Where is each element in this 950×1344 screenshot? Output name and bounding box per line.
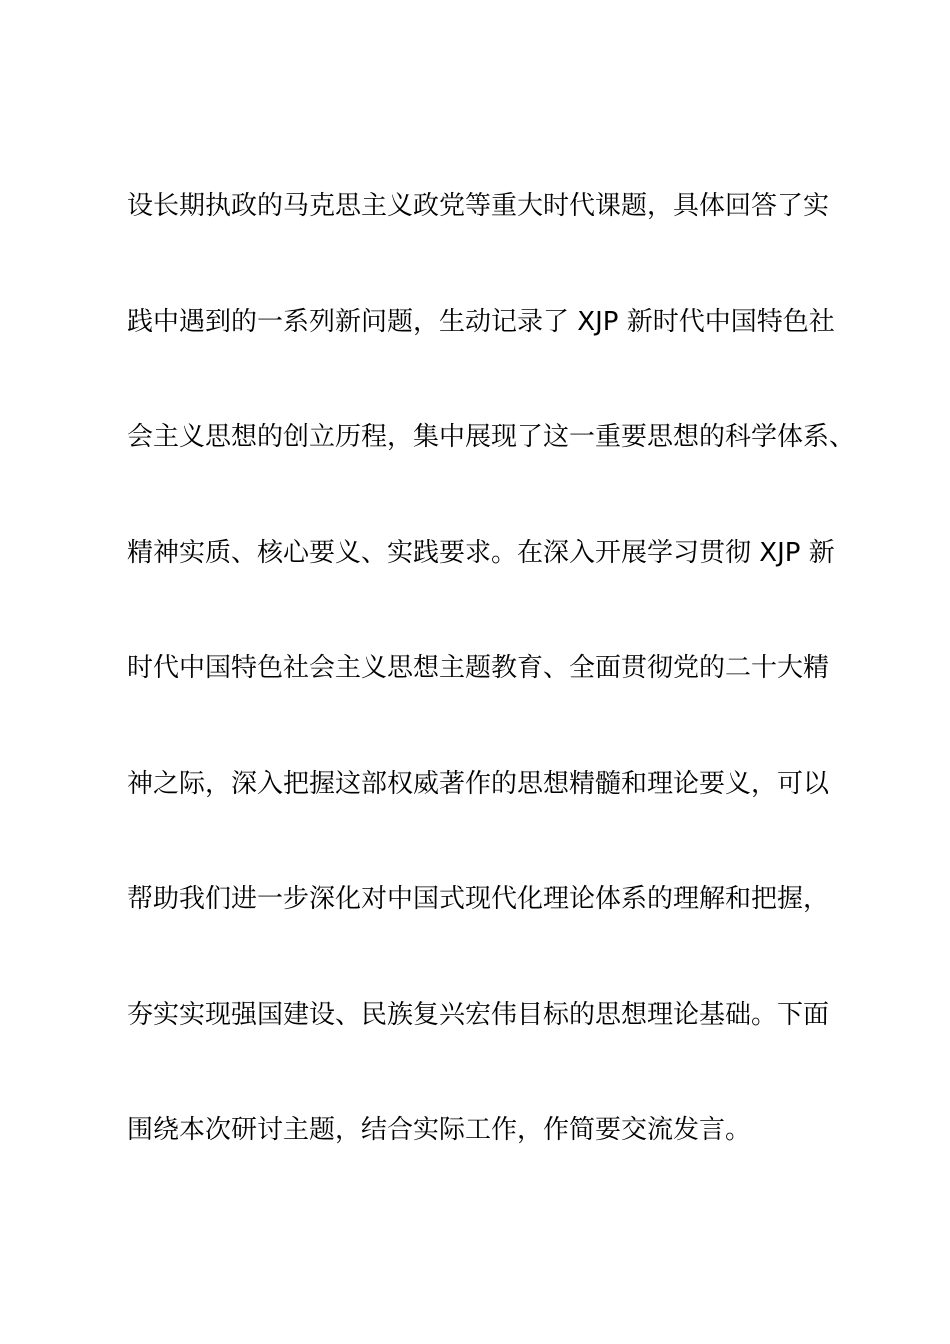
text-line: 帮助我们进一步深化对中国式现代化理论体系的理解和把握， [127, 884, 830, 914]
text-line: 神之际，深入把握这部权威著作的思想精髓和理论要义，可以 [127, 768, 830, 799]
text-line: 会主义思想的创立历程，集中展现了这一重要思想的科学体系、 [127, 422, 856, 452]
text-line: 围绕本次研讨主题，结合实际工作，作简要交流发言。 [127, 1115, 752, 1145]
text-line: 精神实质、核心要义、实践要求。在深入开展学习贯彻 XJP 新 [127, 537, 835, 568]
text-line: 时代中国特色社会主义思想主题教育、全面贯彻党的二十大精 [127, 653, 830, 683]
text-line: 夯实实现强国建设、民族复兴宏伟目标的思想理论基础。下面 [127, 999, 830, 1030]
body-text [127, 180, 856, 1220]
text-line: 践中遇到的一系列新问题，生动记录了 XJP 新时代中国特色社 [127, 306, 835, 337]
text-line: 设长期执政的马克思主义政党等重大时代课题，具体回答了实 [127, 191, 830, 221]
